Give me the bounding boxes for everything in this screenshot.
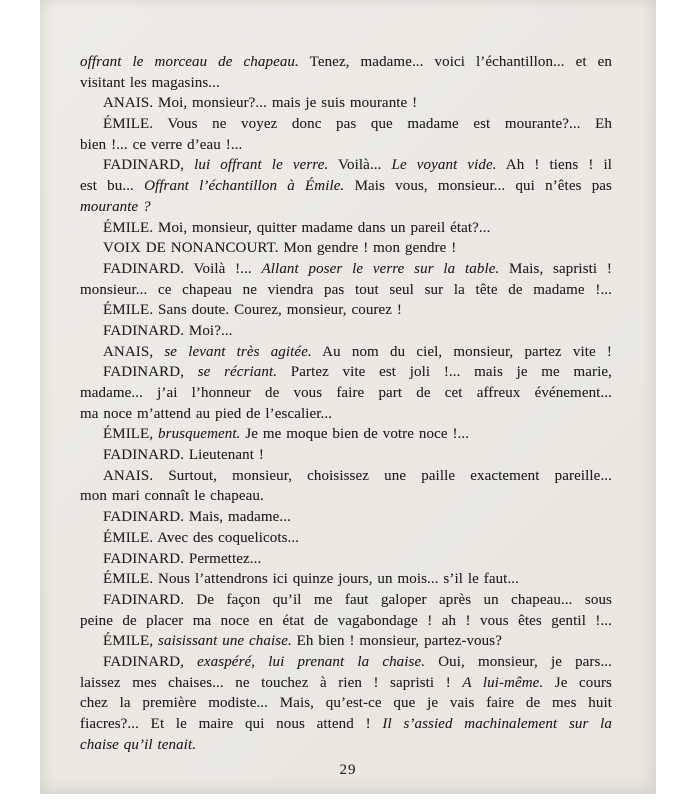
text-line <box>80 362 612 383</box>
text-line <box>80 321 612 342</box>
stage-direction-segment: offrant le morceau de chapeau. <box>80 54 299 70</box>
dialogue-segment: Partez vite est joli !... mais je me marie, <box>277 364 612 381</box>
dialogue-segment: ÉMILE. Vous ne voyez donc pas que madame est mourante?... Eh <box>103 116 612 133</box>
text-block <box>80 52 612 755</box>
text-line <box>80 673 612 694</box>
dialogue-segment: mon mari connaît le chapeau. <box>80 488 264 505</box>
stage-direction-segment: brusquement. <box>158 426 241 443</box>
stage-direction-segment: lui offrant le verre. <box>194 157 329 174</box>
text-line <box>80 486 612 507</box>
dialogue-segment: Mais vous, monsieur... qui n’êtes pas <box>344 178 612 195</box>
dialogue-segment: FADINARD, <box>103 653 198 670</box>
text-line <box>80 300 612 321</box>
text-line <box>80 611 612 632</box>
stage-direction-segment: mourante ? <box>80 198 151 215</box>
text-line <box>80 424 612 445</box>
dialogue-segment: ÉMILE. Nous l’attendrons ici quinze jours, un mois... s’il le faut... <box>103 571 519 588</box>
dialogue-segment: Voilà... <box>328 157 392 174</box>
dialogue-segment: FADINARD. Mais, madame... <box>103 509 291 526</box>
book-page <box>40 0 656 794</box>
stage-direction-segment: se récriant. <box>197 364 278 381</box>
text-line <box>80 549 612 570</box>
text-line <box>80 259 612 280</box>
dialogue-segment: VOIX DE NONANCOURT. Mon gendre ! mon gendre ! <box>103 240 457 257</box>
dialogue-segment: FADINARD. De façon qu’il me faut galoper après un chapeau... sous <box>103 591 612 608</box>
dialogue-segment: fiacres?... Et le maire qui nous attend ! <box>80 716 383 732</box>
dialogue-segment: monsieur... ce chapeau ne viendra pas tout seul sur la tête de madame !... <box>80 281 612 298</box>
dialogue-segment: FADINARD. Permettez... <box>103 550 262 567</box>
dialogue-segment: bien !... ce verre d’eau !... <box>80 136 243 153</box>
stage-direction-segment: se levant très agitée. <box>164 343 312 360</box>
dialogue-segment: FADINARD. Voilà !... <box>103 260 262 277</box>
text-line <box>80 238 612 259</box>
text-line <box>80 693 612 714</box>
dialogue-segment: ANAIS, <box>103 343 165 360</box>
text-line <box>80 590 612 611</box>
dialogue-segment: Au nom du ciel, monsieur, partez vite ! <box>311 343 613 360</box>
dialogue-segment: ÉMILE. Moi, monsieur, quitter madame dans un pareil état?... <box>103 219 491 236</box>
dialogue-segment: ÉMILE, <box>103 426 159 443</box>
dialogue-segment: FADINARD, <box>103 157 195 174</box>
text-line <box>80 569 612 590</box>
dialogue-segment: ÉMILE. Avec des coquelicots... <box>103 529 300 546</box>
page-number: 29 <box>339 762 357 778</box>
dialogue-segment: chez la première modiste... Mais, qu’est-ce que je vais faire de mes huit <box>80 695 612 712</box>
stage-direction-segment: Offrant l’échantillon à Émile. <box>144 178 345 195</box>
dialogue-segment: Mais, sapristi ! <box>499 260 613 277</box>
dialogue-segment: FADINARD. Lieutenant ! <box>103 447 264 464</box>
dialogue-segment: ÉMILE. Sans doute. Courez, monsieur, courez ! <box>103 302 402 319</box>
stage-direction-segment: exaspéré, lui prenant la chaise. <box>197 653 426 670</box>
text-line <box>80 631 612 652</box>
dialogue-segment: Ah ! tiens ! il <box>496 157 612 174</box>
dialogue-segment: peine de placer ma noce en état de vagabondage ! ah ! vous êtes gentil !... <box>80 612 612 629</box>
text-line <box>80 383 612 404</box>
text-line <box>80 93 612 114</box>
dialogue-segment: ANAIS. Moi, monsieur?... mais je suis mourante ! <box>103 95 418 112</box>
stage-direction-segment: Le voyant vide. <box>391 157 497 174</box>
dialogue-segment: Je me moque bien de votre noce !... <box>240 426 470 443</box>
text-line <box>80 73 612 94</box>
text-line <box>80 404 612 425</box>
dialogue-segment: FADINARD, <box>103 364 198 381</box>
stage-direction-segment: A lui-même. <box>462 674 544 691</box>
text-line <box>80 466 612 487</box>
text-line <box>80 714 612 735</box>
dialogue-segment: ANAIS. Surtout, monsieur, choisissez une paille exactement pareille... <box>103 467 612 484</box>
text-line <box>80 652 612 673</box>
dialogue-segment: Eh bien ! monsieur, partez-vous? <box>291 633 502 650</box>
text-line <box>80 52 612 73</box>
text-line <box>80 280 612 301</box>
text-line <box>80 135 612 156</box>
text-line <box>80 528 612 549</box>
dialogue-segment: Je cours <box>543 674 612 691</box>
dialogue-segment: est bu... <box>80 178 145 195</box>
text-line <box>80 176 612 197</box>
stage-direction-segment: Allant poser le verre sur la table. <box>261 260 500 277</box>
dialogue-segment: ÉMILE, <box>103 633 159 650</box>
text-line <box>80 218 612 239</box>
text-line <box>80 342 612 363</box>
text-line <box>80 155 612 176</box>
text-line <box>80 445 612 466</box>
dialogue-segment: madame... j’ai l’honneur de vous faire part de cet affreux événement... <box>80 385 612 401</box>
text-line <box>80 197 612 218</box>
stage-direction-segment: chaise qu’il tenait. <box>80 736 197 753</box>
stage-direction-segment: saisissant une chaise. <box>158 633 292 650</box>
dialogue-segment: Tenez, madame... voici l’échantillon... et en <box>298 54 612 70</box>
dialogue-segment: ma noce m’attend au pied de l’escalier... <box>80 405 333 422</box>
text-line <box>80 735 612 756</box>
text-line <box>80 507 612 528</box>
dialogue-segment: FADINARD. Moi?... <box>103 322 233 339</box>
stage-direction-segment: Il s’assied machinalement sur la <box>382 716 612 732</box>
dialogue-segment: visitant les magasins... <box>80 74 220 91</box>
text-line <box>80 114 612 135</box>
dialogue-segment: laissez mes chaises... ne touchez à rien ! sapristi ! <box>80 674 463 691</box>
dialogue-segment: Oui, monsieur, je pars... <box>425 653 613 670</box>
